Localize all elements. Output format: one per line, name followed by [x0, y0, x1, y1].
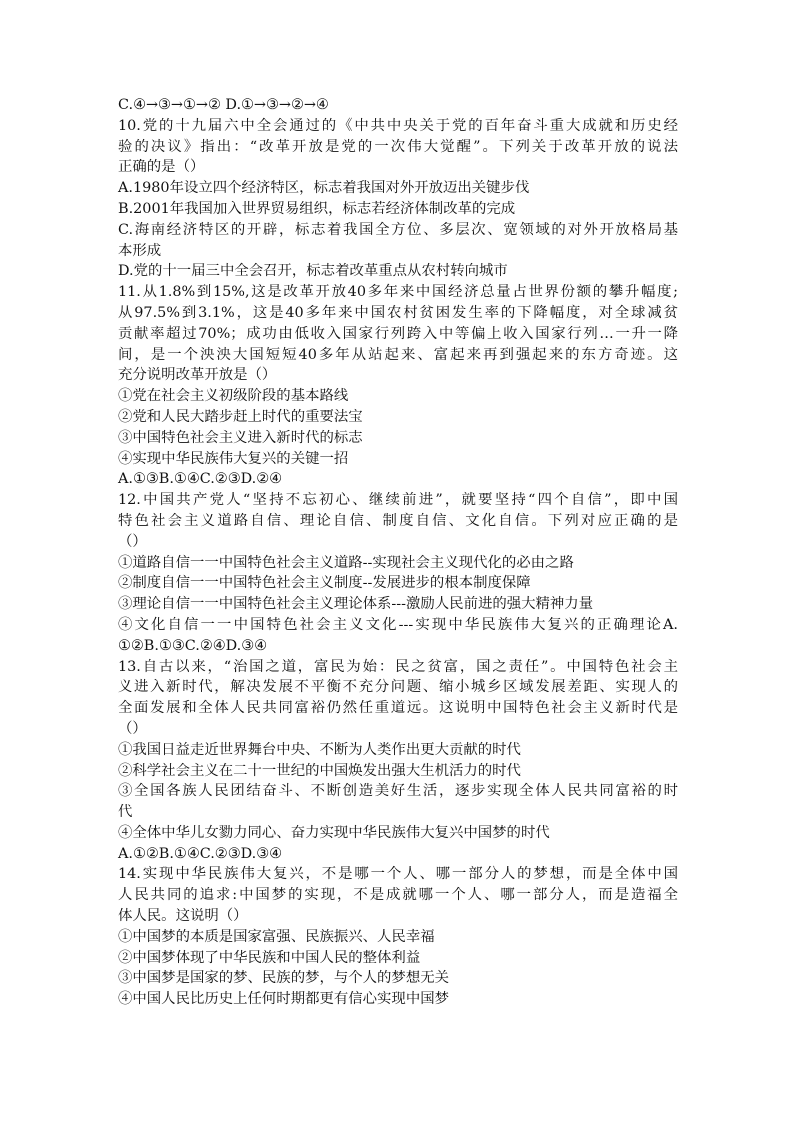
- text-line: 代: [118, 804, 133, 821]
- statement-line: ④实现中华民族伟大复兴的关键一招: [118, 450, 349, 467]
- answer-options: A.①③B.①④C.②③D.②④: [118, 471, 282, 488]
- statement-line: ③中国梦是国家的梦、民族的梦，与个人的梦想无关: [118, 970, 449, 987]
- question-12-text: 12.中国共产党人“坚持不忘初心、继续前进”，就要坚持“四个自信”，即中国: [118, 492, 678, 509]
- statement-line: ④中国人民比历史上任何时期都更有信心实现中国梦: [118, 991, 449, 1008]
- text-line: 从97.5%到3.1%，这是40多年来中国农村贫困发生率的下降幅度，对全球减贫: [118, 304, 678, 321]
- statement-line: ②科学社会主义在二十一世纪的中国焕发出强大生机活力的时代: [118, 762, 521, 779]
- answer-options: A.①②B.①④C.②③D.③④: [118, 845, 282, 862]
- text-line: 正确的是（）: [118, 159, 205, 176]
- text-line: 全面发展和全体人民共同富裕仍然任重道远。这说明中国特色社会主义新时代是: [118, 700, 678, 717]
- statement-line: ①我国日益走近世界舞台中央、不断为人类作出更大贡献的时代: [118, 741, 521, 758]
- text-line: 人民共同的追求:中国梦的实现，不是成就哪一个人、哪一部分人，而是造福全: [118, 887, 678, 904]
- text-line: 本形成: [118, 242, 162, 259]
- option-line: C.海南经济特区的开辟，标志着我国全方位、多层次、宽领域的对外开放格局基: [118, 221, 678, 238]
- question-10-text: 10.党的十九届六中全会通过的《中共中央关于党的百年奋斗重大成就和历史经: [118, 117, 678, 134]
- text-line: C.④→③→①→② D.①→③→②→④: [118, 97, 329, 113]
- option-line: B.2001年我国加入世界贸易组织，标志若经济体制改革的完成: [118, 200, 516, 217]
- text-line: 体人民。这说明（）: [118, 908, 248, 925]
- text-line: （）: [118, 533, 147, 550]
- statement-line: ④文化自信一一中国特色社会主义文化---实现中华民族伟大复兴的正确理论A.: [118, 616, 678, 633]
- text-line: 验的决议》指出：“改革开放是党的一次伟大觉醒”。下列关于改革开放的说法: [118, 138, 678, 155]
- option-line: D.党的十一届三中全会召开，标志着改革重点从农村转向城市: [118, 263, 508, 280]
- statement-line: ①党在社会主义初级阶段的基本路线: [118, 388, 349, 405]
- statement-line: ①中国梦的本质是国家富强、民族振兴、人民幸福: [118, 928, 435, 945]
- statement-line: ②制度自信一一中国特色社会主义制度--发展进步的根本制度保障: [118, 575, 531, 592]
- question-13-text: 13.自古以来，“治国之道，富民为始：民之贫富，国之责任”。中国特色社会主: [118, 658, 678, 675]
- question-14-text: 14.实现中华民族伟大复兴，不是哪一个人、哪一部分人的梦想，而是全体中国: [118, 866, 678, 883]
- text-line: 贡献率超过70%；成功由低收入国家行列跨入中等偏上收入国家行列…一升一降: [118, 325, 678, 342]
- statement-line: ①道路自信一一中国特色社会主义道路--实现社会主义现代化的必由之路: [118, 554, 574, 571]
- text-line: 充分说明改革开放是（）: [118, 367, 277, 384]
- text-line: 间，是一个泱泱大国短短40多年从站起来、富起来再到强起来的东方奇迹。这: [118, 346, 678, 363]
- statement-line: ③理论自信一一中国特色社会主义理论体系---激励人民前进的强大精神力量: [118, 596, 594, 613]
- statement-line: ②中国梦体现了中华民族和中国人民的整体利益: [118, 949, 421, 966]
- statement-line: ③全国各族人民团结奋斗、不断创造美好生活，逐步实现全体人民共同富裕的时: [118, 783, 678, 800]
- option-line: A.1980年设立四个经济特区，标志着我国对外开放迈出关键步伐: [118, 180, 530, 197]
- text-line: （）: [118, 720, 147, 737]
- statement-line: ②党和人民大踏步赶上时代的重要法宝: [118, 408, 363, 425]
- text-line: 义进入新时代，解决发展不平衡不充分问题、缩小城乡区域发展差距、实现人的: [118, 679, 678, 696]
- document-page: [118, 95, 678, 1010]
- statement-line: ③中国特色社会主义进入新时代的标志: [118, 429, 363, 446]
- text-line: 特色社会主义道路自信、理论自信、制度自信、文化自信。下列对应正确的是: [118, 512, 678, 529]
- statement-line: ④全体中华儿女勠力同心、奋力实现中华民族伟大复兴中国梦的时代: [118, 824, 550, 841]
- answer-options: ①②B.①③C.②④D.③④: [118, 637, 268, 654]
- question-11-text: 11.从1.8%到15%,这是改革开放40多年来中国经济总量占世界份额的攀升幅度;: [118, 284, 678, 301]
